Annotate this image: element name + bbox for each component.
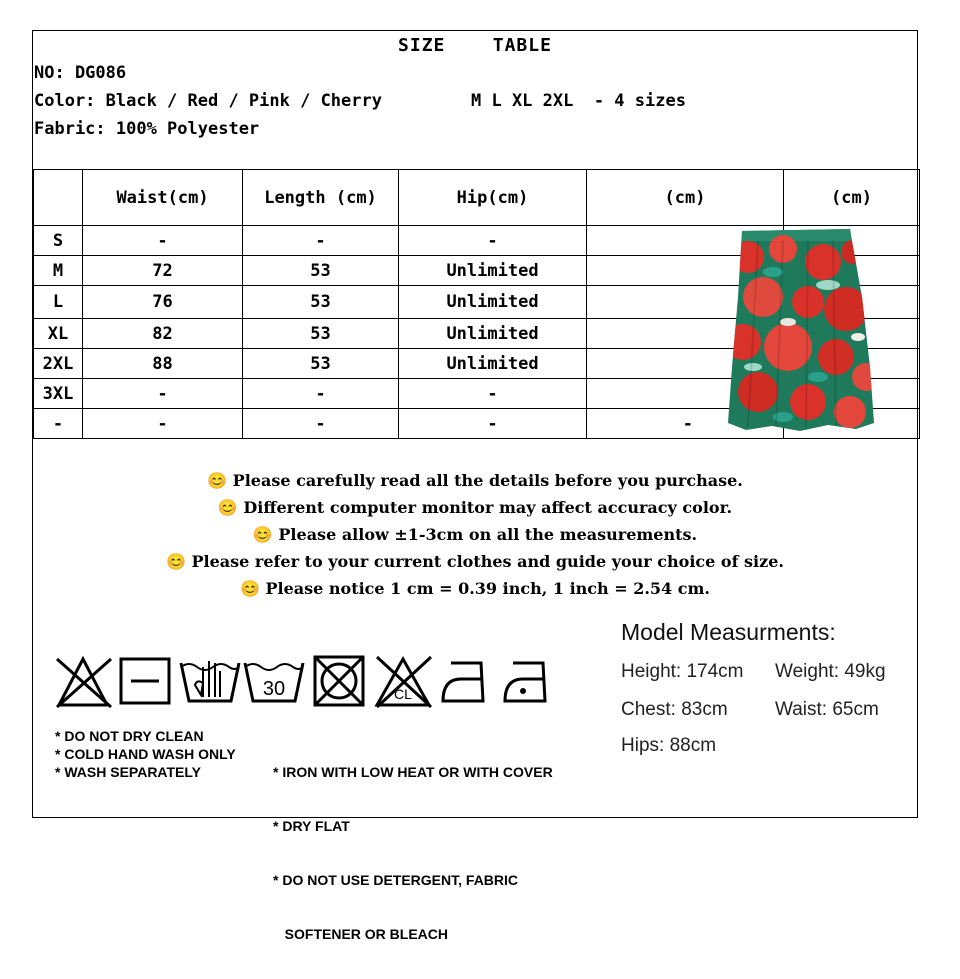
model-waist: Waist: 65cm: [775, 699, 879, 720]
wash-temperature-label: 30: [262, 678, 286, 700]
size-chart-header: [33, 31, 917, 170]
table-cell: -: [399, 226, 587, 256]
table-cell: 88: [83, 349, 243, 379]
size-label: L: [34, 286, 83, 319]
table-cell: 53: [243, 349, 399, 379]
column-header-cm: (cm): [587, 170, 784, 226]
model-chest: Chest: 83cm: [621, 699, 728, 720]
purchase-notes: [33, 467, 917, 602]
size-label: XL: [34, 319, 83, 349]
table-cell: 53: [243, 286, 399, 319]
column-header-length: Length (cm): [243, 170, 399, 226]
no-bleach-icon: [373, 653, 435, 709]
table-cell: Unlimited: [399, 256, 587, 286]
table-cell: Unlimited: [399, 349, 587, 379]
skirt-product-image: [728, 227, 874, 433]
size-options: M L XL 2XL - 4 sizes: [471, 91, 686, 111]
care-line: * IRON WITH LOW HEAT OR WITH COVER: [273, 764, 553, 780]
table-cell: -: [83, 379, 243, 409]
care-line: * WASH SEPARATELY: [55, 764, 201, 780]
wash-30-icon: [243, 653, 305, 709]
table-cell: -: [83, 409, 243, 439]
iron-low-icon: [437, 653, 499, 709]
size-label: 3XL: [34, 379, 83, 409]
table-cell: 82: [83, 319, 243, 349]
care-text-left: [55, 727, 236, 781]
table-cell: 72: [83, 256, 243, 286]
table-cell: 53: [243, 319, 399, 349]
size-table-title: SIZE TABLE: [398, 35, 552, 56]
model-title: Model Measurments:: [621, 619, 836, 645]
model-weight: Weight: 49kg: [775, 661, 886, 682]
table-cell: Unlimited: [399, 286, 587, 319]
table-header-row: [34, 170, 920, 226]
care-line: SOFTENER OR BLEACH: [273, 926, 449, 942]
column-header-waist: Waist(cm): [83, 170, 243, 226]
color-options: Color: Black / Red / Pink / Cherry: [34, 91, 382, 111]
size-chart-frame: [32, 30, 918, 942]
table-cell: -: [399, 379, 587, 409]
size-label: M: [34, 256, 83, 286]
care-line: * COLD HAND WASH ONLY: [55, 746, 236, 762]
table-cell: 76: [83, 286, 243, 319]
note-line: 😊 Please notice 1 cm = 0.39 inch, 1 inch = 2.54 cm.: [240, 579, 710, 598]
product-number: NO: DG086: [34, 63, 127, 83]
care-line: * DO NOT DRY CLEAN: [55, 728, 204, 744]
note-line: 😊 Please allow ±1-3cm on all the measurements.: [252, 525, 698, 544]
no-tumble-dry-icon: [309, 653, 371, 709]
column-header: [34, 170, 83, 226]
size-label: -: [34, 409, 83, 439]
table-cell: -: [399, 409, 587, 439]
fabric-info: Fabric: 100% Polyester: [34, 119, 260, 139]
care-line: * DO NOT USE DETERGENT, FABRIC: [273, 872, 519, 888]
table-cell: -: [243, 379, 399, 409]
table-cell: 53: [243, 256, 399, 286]
size-label: 2XL: [34, 349, 83, 379]
care-line: * DRY FLAT: [273, 818, 350, 834]
model-height: Height: 174cm: [621, 661, 744, 682]
iron-medium-icon: [499, 653, 561, 709]
note-line: 😊 Please carefully read all the details before you purchase.: [207, 471, 743, 490]
no-dry-clean-icon: [53, 653, 115, 709]
dry-flat-icon: [115, 653, 177, 709]
table-cell: -: [243, 226, 399, 256]
size-label: S: [34, 226, 83, 256]
column-header-cm: (cm): [784, 170, 920, 226]
note-line: 😊 Different computer monitor may affect accuracy color.: [217, 498, 733, 517]
table-cell: Unlimited: [399, 319, 587, 349]
table-cell: -: [83, 226, 243, 256]
care-text-right: [273, 727, 553, 979]
note-line: 😊 Please refer to your current clothes and guide your choice of size.: [166, 552, 784, 571]
column-header-hip: Hip(cm): [399, 170, 587, 226]
model-hips: Hips: 88cm: [621, 735, 717, 756]
hand-wash-icon: [179, 653, 241, 709]
no-bleach-label: CL: [394, 686, 412, 702]
table-cell: -: [587, 409, 784, 439]
table-cell: -: [243, 409, 399, 439]
